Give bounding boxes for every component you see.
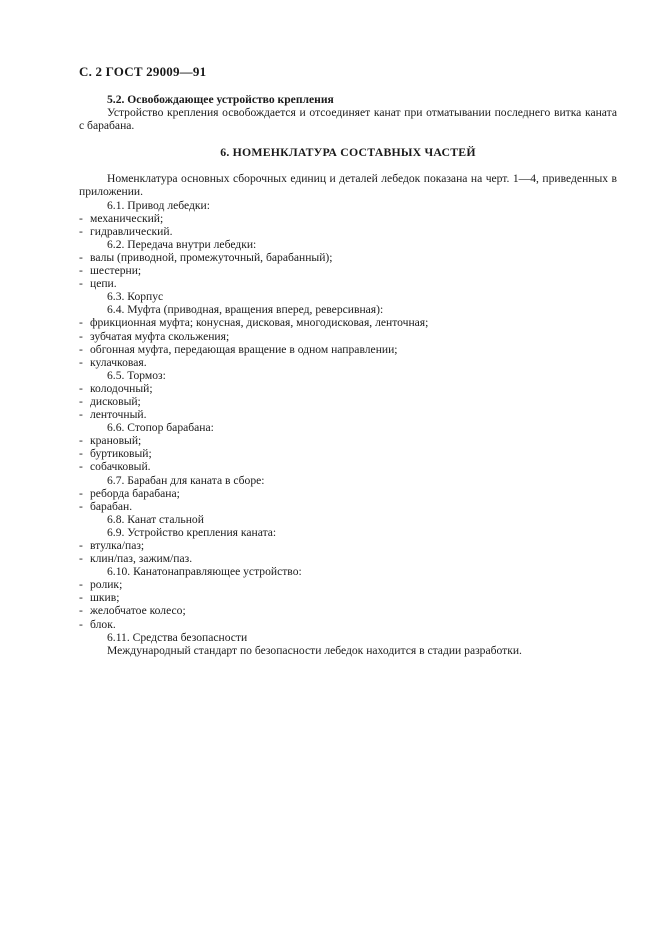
list-bullet-item bbox=[79, 395, 617, 408]
nomenclature-list bbox=[79, 199, 617, 657]
list-bullet-item bbox=[79, 500, 617, 513]
list-clause: 6.4. Муфта (приводная, вращения вперед, реверсивная): bbox=[107, 303, 384, 317]
list-bullet-text: реборда барабана; bbox=[90, 486, 180, 500]
list-bullet-text: механический; bbox=[90, 211, 164, 225]
dash-marker: - bbox=[79, 329, 83, 343]
dash-marker: - bbox=[79, 277, 83, 291]
list-bullet-item bbox=[79, 487, 617, 500]
dash-marker: - bbox=[79, 447, 83, 461]
list-bullet-item bbox=[79, 343, 617, 356]
list-bullet-text: втулка/паз; bbox=[90, 539, 145, 552]
list-clause: 6.10. Канатонаправляющее устройство: bbox=[107, 565, 302, 579]
list-bullet-item bbox=[79, 277, 617, 290]
dash-marker: - bbox=[79, 394, 83, 408]
list-clause: 6.7. Барабан для каната в сборе: bbox=[107, 473, 265, 487]
list-bullet-text: буртиковый; bbox=[90, 447, 152, 461]
dash-marker: - bbox=[79, 434, 83, 448]
list-bullet-text: клин/паз, зажим/паз. bbox=[90, 552, 193, 566]
list-bullet-text: цепи. bbox=[90, 277, 117, 291]
dash-marker: - bbox=[79, 591, 83, 605]
document-body bbox=[79, 93, 617, 657]
list-bullet-text: шестерни; bbox=[90, 264, 142, 278]
list-bullet-item bbox=[79, 251, 617, 264]
list-bullet-text: фрикционная муфта; конусная, дисковая, многодисковая, ленточная; bbox=[90, 316, 429, 330]
dash-marker: - bbox=[79, 355, 83, 369]
dash-marker: - bbox=[79, 578, 83, 592]
list-bullet-text: желобчатое колесо; bbox=[90, 604, 186, 618]
list-bullet-item bbox=[79, 618, 617, 631]
list-bullet-item bbox=[79, 356, 617, 369]
list-clause: Международный стандарт по безопасности лебедок находится в стадии разработки. bbox=[107, 643, 522, 657]
list-bullet-item bbox=[79, 552, 617, 565]
list-bullet-text: гидравлический. bbox=[90, 224, 173, 238]
list-bullet-item bbox=[79, 460, 617, 473]
dash-marker: - bbox=[79, 342, 83, 356]
list-bullet-text: ролик; bbox=[90, 578, 123, 592]
list-bullet-item bbox=[79, 447, 617, 460]
list-bullet-text: крановый; bbox=[90, 434, 142, 448]
list-clause: 6.3. Корпус bbox=[107, 290, 164, 304]
list-clause: 6.9. Устройство крепления каната: bbox=[107, 525, 277, 539]
list-bullet-item bbox=[79, 382, 617, 395]
list-bullet-item bbox=[79, 316, 617, 329]
list-clause: 6.8. Канат стальной bbox=[107, 512, 204, 526]
dash-marker: - bbox=[79, 486, 83, 500]
list-bullet-text: обгонная муфта, передающая вращение в одном направлении; bbox=[90, 342, 398, 356]
list-bullet-text: кулачковая. bbox=[90, 355, 147, 369]
list-clause: 6.5. Тормоз: bbox=[107, 368, 166, 382]
section-5-2-title: 5.2. Освобождающее устройство крепления bbox=[107, 93, 334, 106]
dash-marker: - bbox=[79, 552, 83, 566]
list-bullet-text: валы (приводной, промежуточный, барабанный); bbox=[90, 250, 333, 264]
list-bullet-text: колодочный; bbox=[90, 381, 153, 395]
list-bullet-item bbox=[79, 578, 617, 591]
section-5-2-text: Устройство крепления освобождается и отсоединяет канат при отматывании последнего витка каната с барабана. bbox=[79, 106, 617, 133]
section-6-title: 6. НОМЕНКЛАТУРА СОСТАВНЫХ ЧАСТЕЙ bbox=[220, 145, 476, 160]
dash-marker: - bbox=[79, 211, 83, 225]
list-bullet-text: дисковый; bbox=[90, 394, 141, 408]
dash-marker: - bbox=[79, 460, 83, 474]
dash-marker: - bbox=[79, 250, 83, 264]
list-bullet-text: барабан. bbox=[90, 499, 133, 513]
list-bullet-item bbox=[79, 264, 617, 277]
list-bullet-item bbox=[79, 591, 617, 604]
list-bullet-item bbox=[79, 408, 617, 421]
list-clause: 6.2. Передача внутри лебедки: bbox=[107, 237, 257, 251]
running-header: С. 2 ГОСТ 29009—91 bbox=[79, 64, 207, 79]
list-bullet-text: зубчатая муфта скольжения; bbox=[90, 329, 230, 343]
dash-marker: - bbox=[79, 408, 83, 422]
dash-marker: - bbox=[79, 264, 83, 278]
dash-marker: - bbox=[79, 604, 83, 618]
dash-marker: - bbox=[79, 539, 83, 552]
list-bullet-item bbox=[79, 330, 617, 343]
dash-marker: - bbox=[79, 499, 83, 513]
dash-marker: - bbox=[79, 617, 83, 631]
list-clause: 6.6. Стопор барабана: bbox=[107, 421, 214, 435]
list-bullet-text: собачковый. bbox=[90, 460, 151, 474]
list-bullet-text: блок. bbox=[90, 617, 116, 631]
list-clause: 6.11. Средства безопасности bbox=[107, 630, 248, 644]
list-bullet-item bbox=[79, 604, 617, 617]
list-bullet-item bbox=[79, 225, 617, 238]
list-bullet-item bbox=[79, 212, 617, 225]
list-clause: 6.1. Привод лебедки: bbox=[107, 198, 210, 212]
list-bullet-text: ленточный. bbox=[90, 408, 147, 422]
section-6-intro: Номенклатура основных сборочных единиц и деталей лебедок показана на черт. 1—4, приведенных в приложении. bbox=[79, 172, 617, 199]
list-bullet-item bbox=[79, 434, 617, 447]
dash-marker: - bbox=[79, 224, 83, 238]
dash-marker: - bbox=[79, 316, 83, 330]
list-bullet-item bbox=[79, 539, 617, 552]
dash-marker: - bbox=[79, 381, 83, 395]
list-bullet-text: шкив; bbox=[90, 591, 120, 605]
